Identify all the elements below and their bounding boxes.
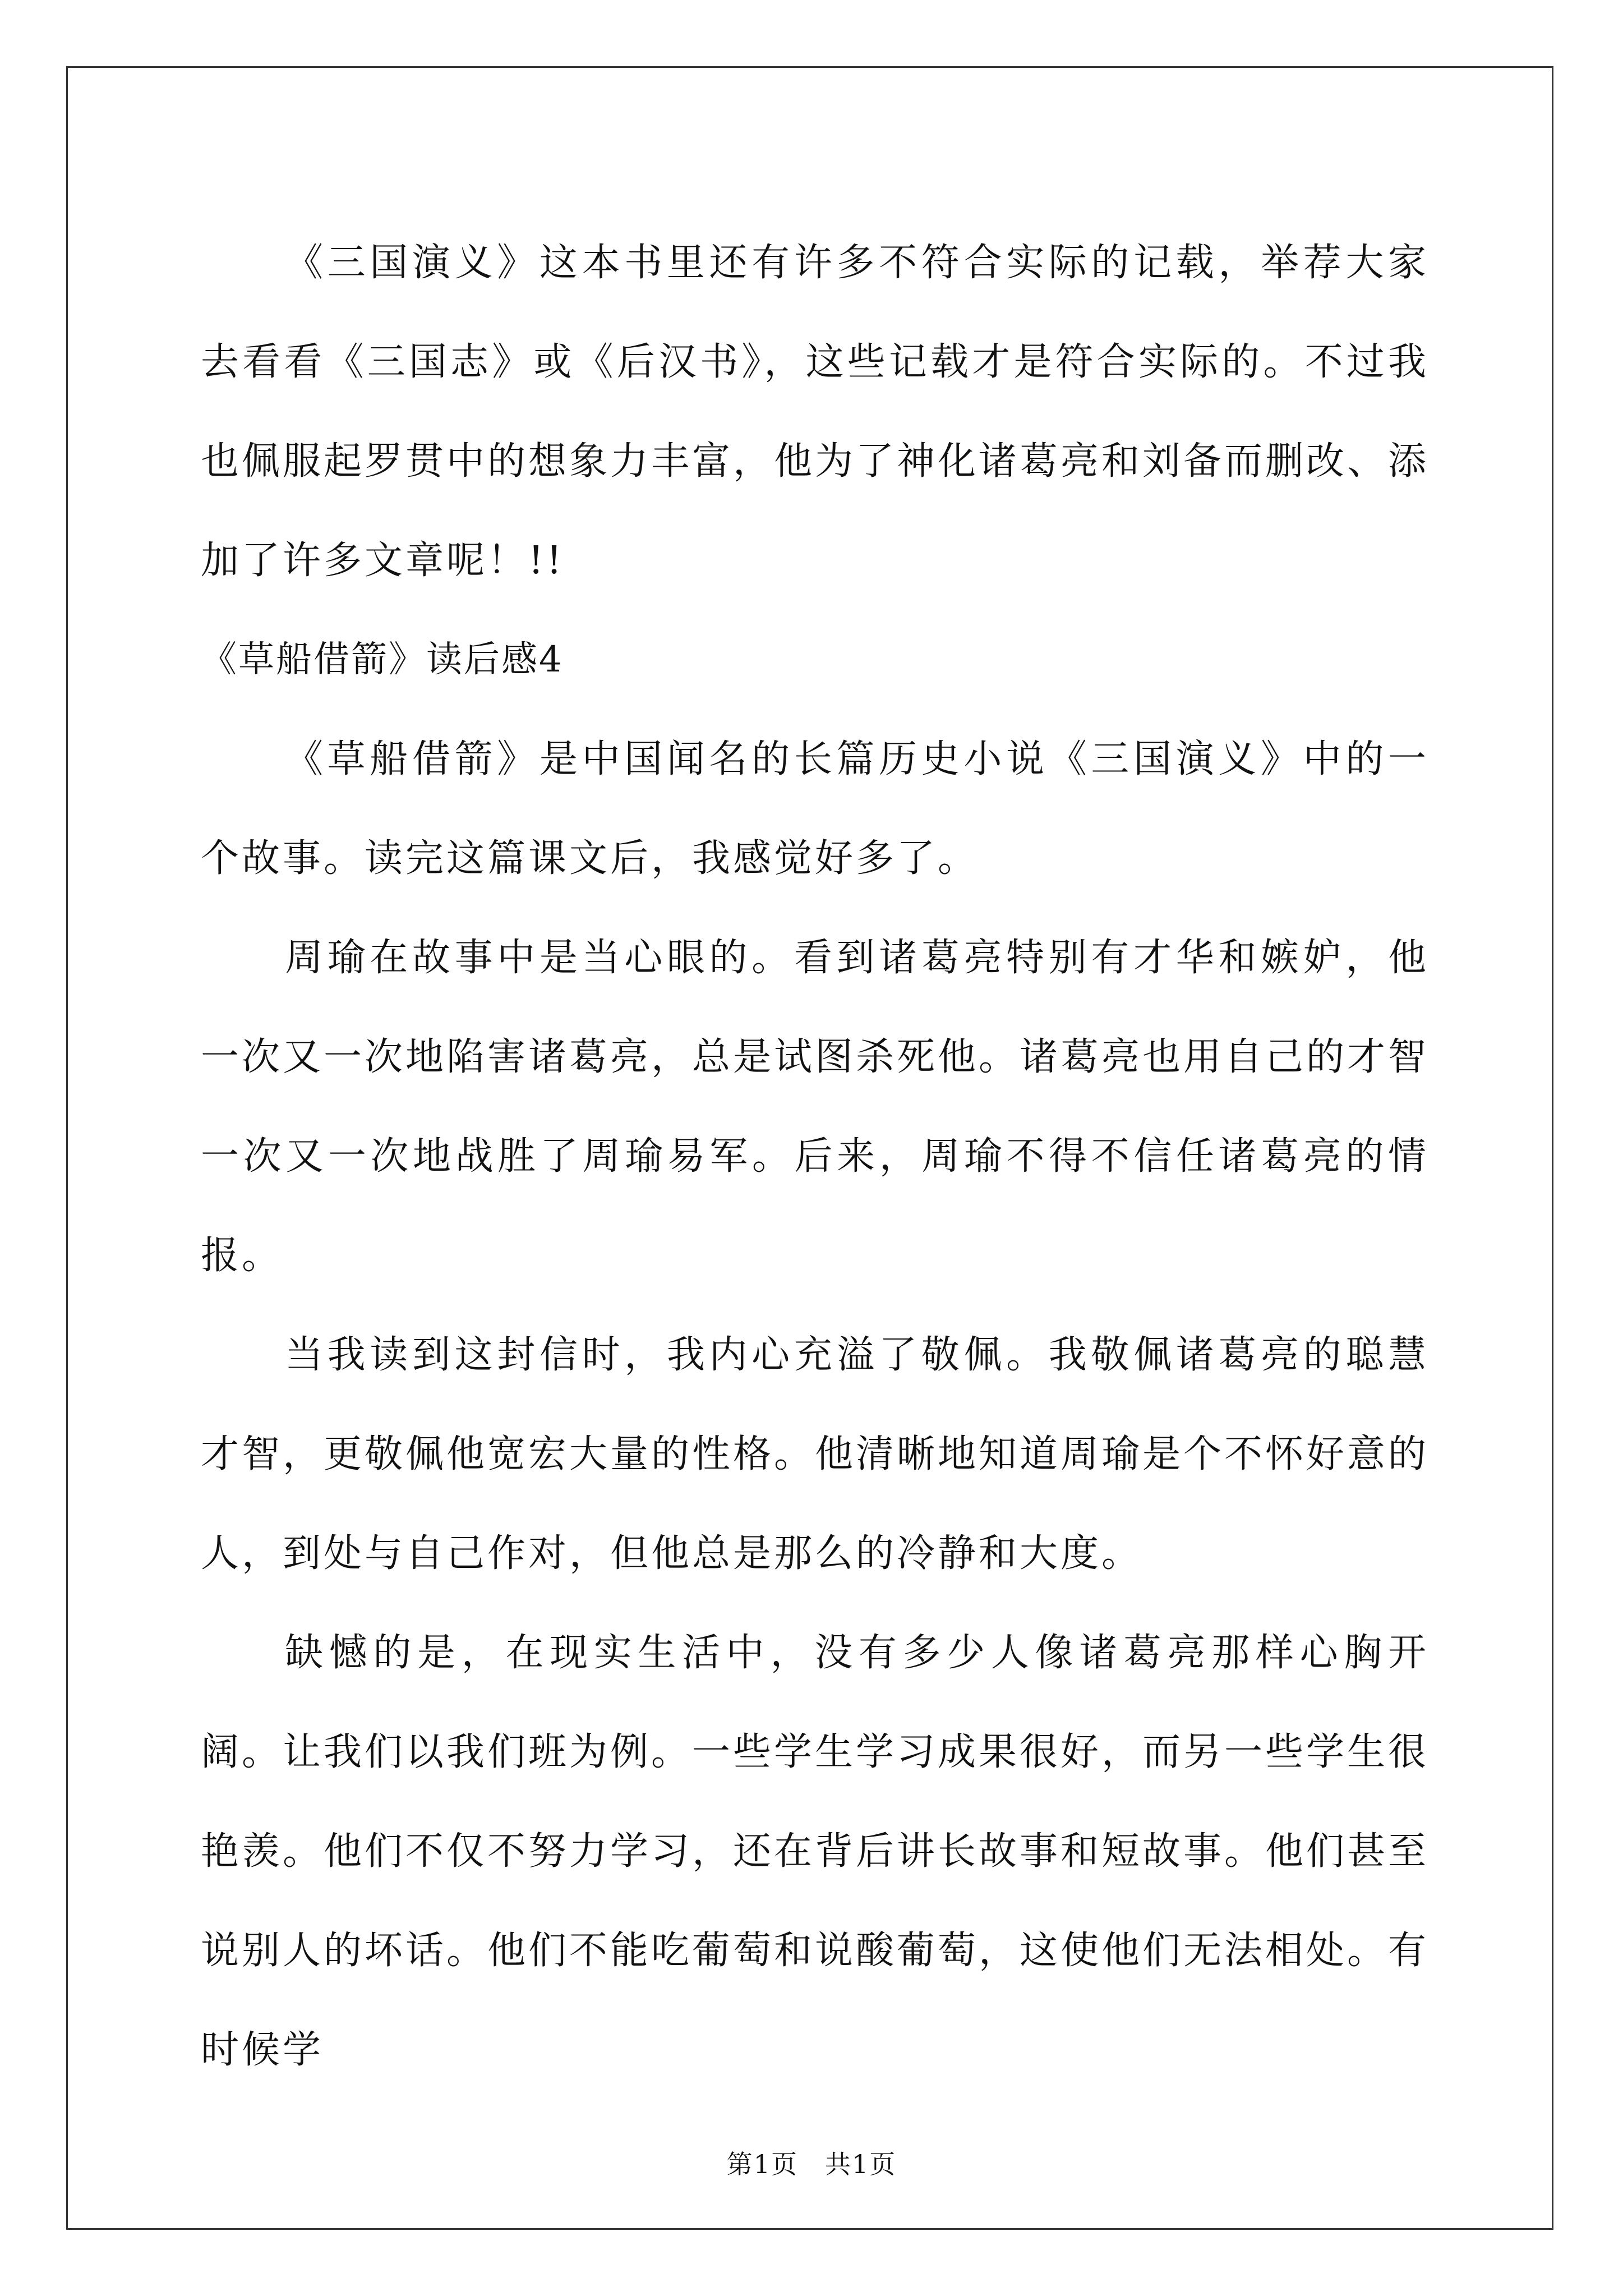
section-heading: 《草船借箭》读后感4 <box>201 639 564 680</box>
document-body <box>201 213 1429 2100</box>
paragraph: 《三国演义》这本书里还有许多不符合实际的记载，举荐大家去看看《三国志》或《后汉书》，这些记载才是符合实际的。不过我也佩服起罗贯中的想象力丰富，他为了神化诸葛亮和刘备而删改、添加了许多文章呢！!! <box>201 241 1430 583</box>
paragraph: 《草船借箭》是中国闻名的长篇历史小说《三国演义》中的一个故事。读完这篇课文后，我感觉好多了。 <box>201 737 1429 881</box>
paragraph: 周瑜在故事中是当心眼的。看到诸葛亮特别有才华和嫉妒，他一次又一次地陷害诸葛亮，总是试图杀死他。诸葛亮也用自己的才智一次又一次地战胜了周瑜易军。后来，周瑜不得不信任诸葛亮的情报。 <box>201 936 1430 1278</box>
paragraph: 当我读到这封信时，我内心充溢了敬佩。我敬佩诸葛亮的聪慧才智，更敬佩他宽宏大量的性格。他清晰地知道周瑜是个不怀好意的人，到处与自己作对，但他总是那么的冷静和大度。 <box>201 1333 1430 1576</box>
page-footer: 第1页 共1页 <box>726 2149 897 2179</box>
paragraph: 缺憾的是，在现实生活中，没有多少人像诸葛亮那样心胸开阔。让我们以我们班为例。一些学生学习成果很好，而另一些学生很艳羡。他们不仅不努力学习，还在背后讲长故事和短故事。他们甚至说别人的坏话。他们不能吃葡萄和说酸葡萄，这使他们无法相处。有时候学 <box>201 1631 1430 2072</box>
